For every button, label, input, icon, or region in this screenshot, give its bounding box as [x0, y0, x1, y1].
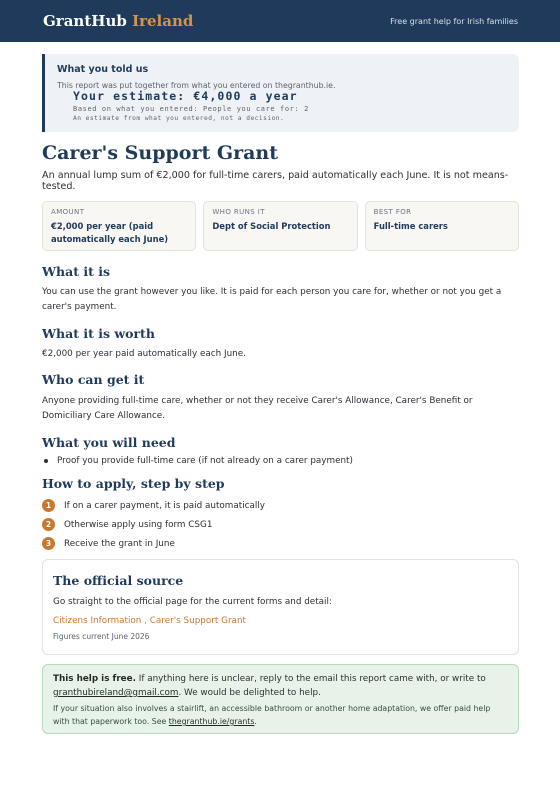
card-amount	[42, 201, 196, 251]
free-help-box	[42, 664, 519, 734]
card-who-runs-it	[203, 201, 357, 251]
what-you-told-us-panel	[42, 54, 519, 132]
step-text: Otherwise apply using form CSG1	[64, 519, 213, 530]
told-intro: This report was put together from what you entered on thegranthub.ie.	[57, 81, 336, 90]
section-who-can-get-it	[42, 372, 519, 424]
help-text-part: If anything here is unclear, reply to the email this report came with, or write to	[135, 674, 486, 684]
fact-cards	[42, 201, 519, 251]
section-heading: What you will need	[42, 435, 176, 450]
section-what-you-will-need	[42, 435, 519, 466]
step-text: If on a carer payment, it is paid automatically	[64, 500, 265, 511]
figures-date: Figures current June 2026	[53, 632, 150, 641]
step-number-badge: 3	[42, 537, 55, 550]
brand-logo[interactable]	[43, 12, 193, 30]
grants-link[interactable]: thegranthub.ie/grants	[168, 717, 255, 726]
help-text-part: .	[254, 717, 257, 726]
step-item	[42, 534, 519, 553]
step-number-badge: 1	[42, 499, 55, 512]
section-text: €2,000 per year paid automatically each June.	[42, 349, 246, 359]
step-item	[42, 515, 519, 534]
official-source-link[interactable]: Citizens Information , Carer's Support Grant	[53, 616, 246, 626]
section-what-it-is	[42, 264, 519, 315]
told-title: What you told us	[57, 64, 149, 75]
section-what-it-is-worth	[42, 326, 519, 362]
page-title: Carer's Support Grant	[42, 142, 278, 164]
card-value: €2,000 per year (paid automatically each June)	[51, 221, 169, 244]
official-text: Go straight to the official page for the current forms and detail:	[53, 597, 332, 607]
estimate-basis: Based on what you entered: People you care for: 2	[73, 105, 309, 113]
step-number-badge: 2	[42, 518, 55, 531]
section-heading: What it is worth	[42, 326, 155, 341]
card-label: WHO RUNS IT	[212, 208, 265, 216]
bullet-icon	[44, 459, 48, 463]
help-text-part: . We would be delighted to help.	[178, 688, 321, 698]
section-how-to-apply	[42, 476, 519, 553]
tagline: Free grant help for Irish families	[390, 16, 518, 26]
card-value: Full-time carers	[373, 221, 448, 231]
section-heading: How to apply, step by step	[42, 476, 225, 491]
section-heading: Who can get it	[42, 372, 145, 387]
card-label: AMOUNT	[51, 208, 85, 216]
email-link[interactable]: granthubireland@gmail.com	[53, 688, 179, 698]
help-text-part: If your situation also involves a stairlift, an accessible bathroom or another home adaptation, we offer paid help with that paperwork too. See	[53, 704, 491, 726]
report-content	[0, 54, 560, 734]
card-value: Dept of Social Protection	[212, 221, 331, 231]
card-label: BEST FOR	[373, 208, 412, 216]
brand-main: GrantHub	[43, 12, 127, 30]
section-text: You can use the grant however you like. It is paid for each person you care for, whether or not you get a carer's payment.	[42, 287, 502, 312]
section-heading: What it is	[42, 264, 111, 279]
list-item-text: Proof you provide full-time care (if not already on a carer payment)	[57, 456, 353, 466]
steps-list	[42, 496, 519, 553]
grant-summary: An annual lump sum of €2,000 for full-time carers, paid automatically each June. It is not means-tested.	[42, 170, 509, 192]
help-paid-text	[53, 702, 508, 728]
estimate-value: Your estimate: €4,000 a year	[73, 89, 298, 103]
brand-accent: Ireland	[132, 12, 194, 30]
list-item	[44, 456, 519, 466]
card-best-for	[365, 201, 519, 251]
estimate-note: An estimate from what you entered, not a decision.	[73, 115, 285, 122]
help-bold: This help is free.	[53, 674, 136, 684]
step-item	[42, 496, 519, 515]
site-header	[0, 0, 560, 42]
help-text	[53, 672, 508, 700]
official-source-box	[42, 559, 519, 655]
section-text: Anyone providing full-time care, whether or not they receive Carer's Allowance, Carer's Benefit or Domiciliary Care Allowance.	[42, 396, 473, 421]
official-heading: The official source	[53, 573, 184, 588]
step-text: Receive the grant in June	[64, 538, 175, 549]
